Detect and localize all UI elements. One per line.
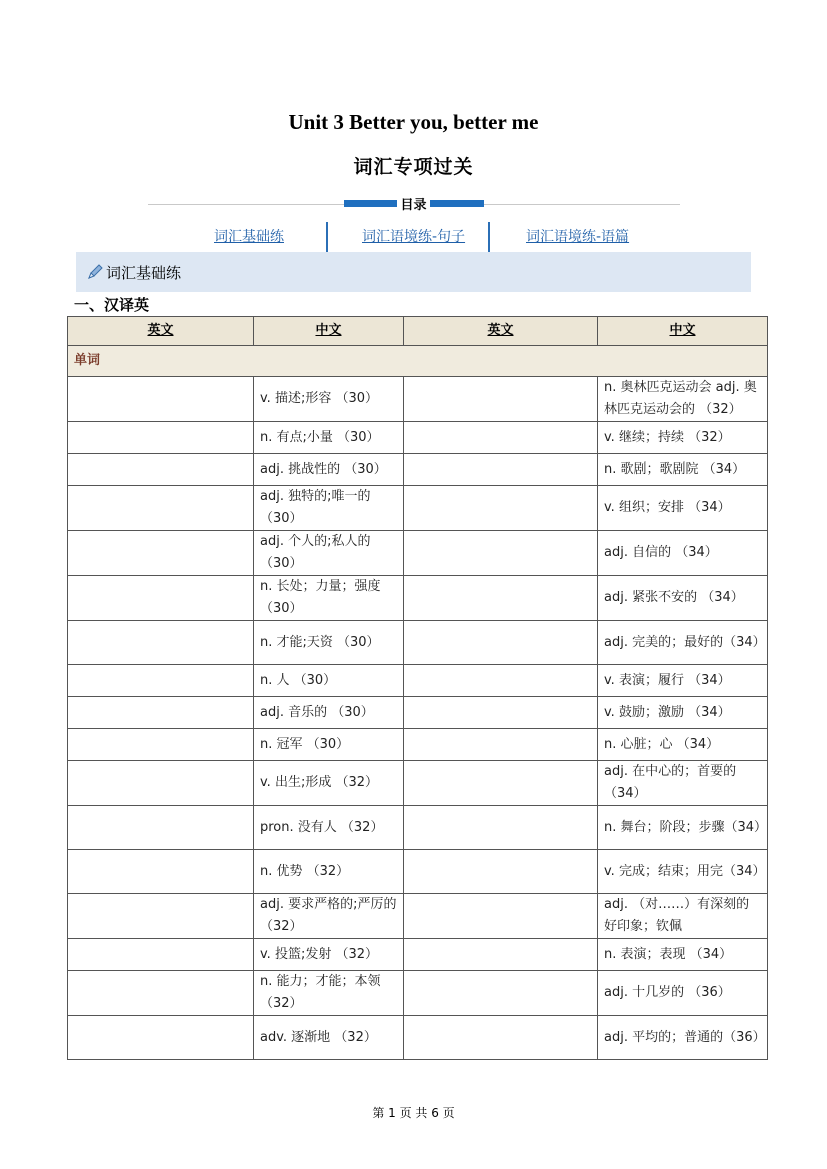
chinese-cell: adj. （对……）有深刻的好印象；钦佩 [598,894,768,939]
chinese-cell: n. 优势 （32） [254,850,404,894]
table-row [68,697,768,729]
answer-cell[interactable] [68,377,254,422]
answer-cell[interactable] [404,576,598,621]
header-english: 英文 [68,317,254,346]
toc-heading: 目录 [0,194,827,213]
answer-cell[interactable] [404,486,598,531]
chinese-cell: v. 描述;形容 （30） [254,377,404,422]
answer-cell[interactable] [68,576,254,621]
answer-cell[interactable] [68,697,254,729]
chinese-cell: n. 歌剧；歌剧院 （34） [598,454,768,486]
answer-cell[interactable] [404,422,598,454]
group-row [68,346,768,377]
table-row [68,576,768,621]
answer-cell[interactable] [404,531,598,576]
chinese-cell: n. 才能;天资 （30） [254,621,404,665]
toc-link-basic[interactable]: 词汇基础练 [214,229,284,245]
table-row [68,1016,768,1060]
chinese-cell: n. 舞台；阶段；步骤（34） [598,806,768,850]
header-chinese: 中文 [598,317,768,346]
pen-icon [86,263,104,281]
page-footer: 第 1 页 共 6 页 [372,1106,455,1120]
part-heading: 一、汉译英 [74,296,150,314]
answer-cell[interactable] [404,454,598,486]
chinese-cell: n. 奥林匹克运动会 adj. 奥林匹克运动会的 （32） [598,377,768,422]
answer-cell[interactable] [404,850,598,894]
chinese-cell: n. 有点;小量 （30） [254,422,404,454]
section-banner [76,252,751,292]
answer-cell[interactable] [404,806,598,850]
answer-cell[interactable] [68,486,254,531]
table-row [68,761,768,806]
answer-cell[interactable] [68,454,254,486]
answer-cell[interactable] [404,665,598,697]
group-label: 单词 [68,346,768,377]
toc-link-sentence[interactable]: 词汇语境练-句子 [362,229,466,245]
answer-cell[interactable] [68,806,254,850]
chinese-cell: v. 投篮;发射 （32） [254,939,404,971]
chinese-cell: adj. 完美的；最好的（34） [598,621,768,665]
answer-cell[interactable] [68,621,254,665]
chinese-cell: adj. 紧张不安的 （34） [598,576,768,621]
answer-cell[interactable] [404,971,598,1016]
toc-separator [326,222,328,252]
answer-cell[interactable] [68,850,254,894]
chinese-cell: n. 冠军 （30） [254,729,404,761]
toc-link-passage[interactable]: 词汇语境练-语篇 [526,229,630,245]
toc-separator [488,222,490,252]
chinese-cell: v. 继续；持续 （32） [598,422,768,454]
chinese-cell: n. 能力；才能；本领 （32） [254,971,404,1016]
header-english: 英文 [404,317,598,346]
answer-cell[interactable] [68,422,254,454]
table-row [68,621,768,665]
table-row [68,971,768,1016]
table-row [68,486,768,531]
chinese-cell: n. 心脏；心 （34） [598,729,768,761]
answer-cell[interactable] [68,971,254,1016]
answer-cell[interactable] [68,531,254,576]
vocabulary-table [67,316,768,1060]
chinese-cell: adj. 独特的;唯一的（30） [254,486,404,531]
table-header-row [68,317,768,346]
answer-cell[interactable] [404,621,598,665]
section-label: 词汇基础练 [106,264,182,282]
chinese-cell: adj. 在中心的；首要的（34） [598,761,768,806]
table-row [68,850,768,894]
chinese-cell: adj. 要求严格的;严厉的 （32） [254,894,404,939]
table-row [68,454,768,486]
chinese-cell: v. 完成；结束；用完（34） [598,850,768,894]
answer-cell[interactable] [404,761,598,806]
table-row [68,806,768,850]
toc-links [0,222,827,252]
answer-cell[interactable] [404,697,598,729]
table-row [68,531,768,576]
chinese-cell: adj. 平均的；普通的（36） [598,1016,768,1060]
chinese-cell: n. 表演；表现 （34） [598,939,768,971]
chinese-cell: v. 表演；履行 （34） [598,665,768,697]
answer-cell[interactable] [68,939,254,971]
chinese-cell: v. 出生;形成 （32） [254,761,404,806]
chinese-cell: adj. 自信的 （34） [598,531,768,576]
table-row [68,939,768,971]
answer-cell[interactable] [68,729,254,761]
answer-cell[interactable] [404,729,598,761]
answer-cell[interactable] [404,939,598,971]
document-subtitle: 词汇专项过关 [353,156,474,178]
table-row [68,729,768,761]
answer-cell[interactable] [404,377,598,422]
answer-cell[interactable] [68,894,254,939]
chinese-cell: v. 组织；安排 （34） [598,486,768,531]
answer-cell[interactable] [68,1016,254,1060]
chinese-cell: pron. 没有人 （32） [254,806,404,850]
answer-cell[interactable] [404,894,598,939]
chinese-cell: adj. 十几岁的 （36） [598,971,768,1016]
table-row [68,422,768,454]
table-row [68,665,768,697]
answer-cell[interactable] [404,1016,598,1060]
document-title: Unit 3 Better you, better me [288,110,539,134]
chinese-cell: n. 人 （30） [254,665,404,697]
header-chinese: 中文 [254,317,404,346]
chinese-cell: v. 鼓励；激励 （34） [598,697,768,729]
chinese-cell: adj. 音乐的 （30） [254,697,404,729]
answer-cell[interactable] [68,665,254,697]
answer-cell[interactable] [68,761,254,806]
table-row [68,894,768,939]
chinese-cell: adj. 个人的;私人的（30） [254,531,404,576]
chinese-cell: adv. 逐渐地 （32） [254,1016,404,1060]
chinese-cell: adj. 挑战性的 （30） [254,454,404,486]
table-row [68,377,768,422]
chinese-cell: n. 长处；力量；强度 （30） [254,576,404,621]
